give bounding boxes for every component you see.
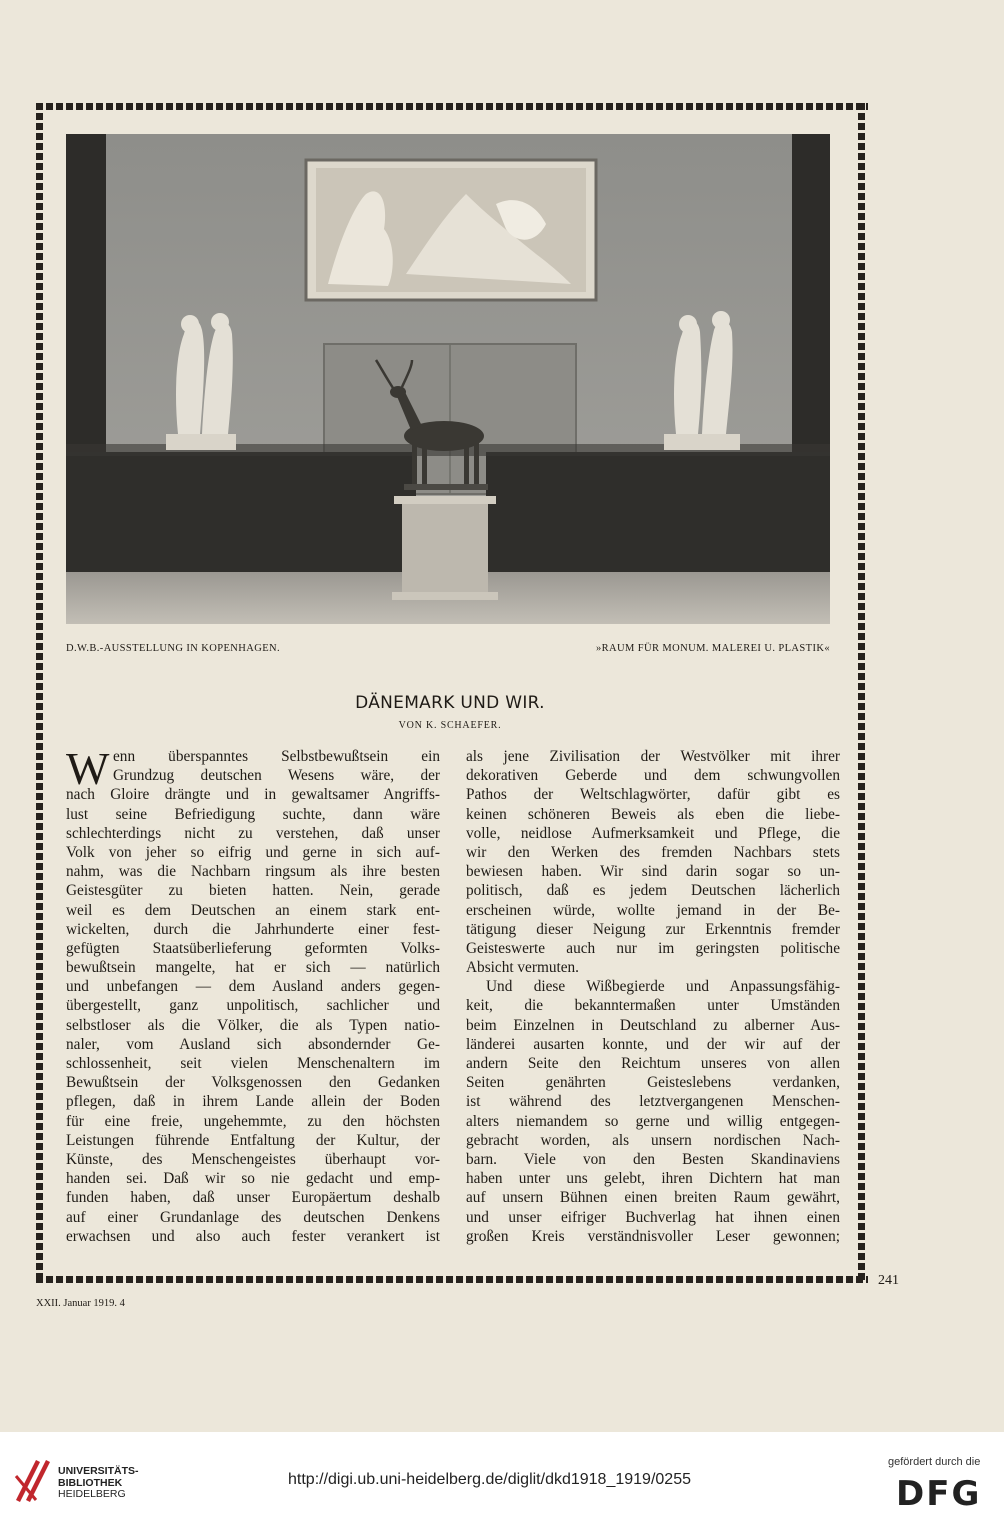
text-line: übergestellt, ganz unpolitisch, sachlicher und (66, 997, 440, 1015)
text-line: Geisteswerte auch nur im geringsten politische (466, 939, 840, 957)
footer (0, 1432, 1004, 1519)
text-line: beim Einzelnen in Deutschland zu alberner Aus- (466, 1016, 840, 1034)
text-line: Seiten genährten Geisteslebens verdanken, (466, 1074, 840, 1092)
text-line: erwachsen und also auch fester verankert ist (66, 1227, 440, 1245)
page-signature: XXII. Januar 1919. 4 (36, 1298, 125, 1309)
frame-bottom-border (36, 1276, 868, 1283)
text-line: bewiesen haben. Wir sind darin sogar so un- (466, 863, 840, 881)
text-line: und unbefangen — dem Ausland anders gegen- (66, 978, 440, 996)
text-line: dekorativen Geberde und dem schwungvollen (466, 767, 840, 785)
text-line: wir den Werken des fremden Nachbars stets (466, 843, 840, 861)
library-name (58, 1466, 139, 1501)
text-line: haben unter uns gelebt, ihren Dichtern hat man (466, 1170, 840, 1188)
text-line: für eine freie, ungehemmte, zu den höchsten (66, 1112, 440, 1130)
text-line: erscheinen würde, wollte jemand in der Be- (466, 901, 840, 919)
drop-cap: W (66, 743, 110, 794)
text-line: handen sei. Daß wir so nie gedacht und emp- (66, 1170, 440, 1188)
exhibition-photo (66, 134, 830, 624)
text-line: Künste, des Menschengeistes überhaupt vor- (66, 1150, 440, 1168)
left-column (66, 743, 440, 1246)
text-line: Und diese Wißbegierde und Anpassungsfähig- (486, 978, 840, 996)
frame-right-border (858, 103, 865, 1283)
text-line: Volk von jeher so eifrig und gerne in sich auf- (66, 843, 440, 861)
text-line: als jene Zivilisation der Westvölker mit ihrer (466, 748, 840, 765)
text-line: andern Seite den Reichtum unseres von allen (466, 1055, 840, 1072)
text-line: naler, vom Ausland sich absondernder Ge- (66, 1035, 440, 1053)
funding-label: gefördert durch die (888, 1456, 981, 1468)
text-line: Bewußtsein der Volksgenossen den Gedanken (66, 1074, 440, 1092)
text-line: Leistungen führende Entfaltung der Kultur, der (66, 1131, 440, 1149)
text-line: ist während des letztvergangenen Menschen- (466, 1093, 840, 1111)
text-line: auf unsern Bühnen einen breiten Raum gewährt, (466, 1189, 840, 1207)
page-number: 241 (878, 1273, 899, 1288)
text-line: gefügten Staatsüberlieferung geformten Volks- (66, 939, 440, 957)
dfg-logo: DFG (896, 1474, 982, 1514)
text-line: politisch, daß es jedem Deutschen lächerlich (466, 882, 840, 900)
source-url[interactable]: http://digi.ub.uni-heidelberg.de/diglit/dkd1918_1919/0255 (288, 1471, 691, 1488)
article-title: DÄNEMARK UND WIR. (355, 693, 545, 713)
text-line: nahm, was die Nachbarn ringsum als ihre besten (66, 863, 440, 881)
text-line: schlossenheit, seit vielen Menschenaltern im (66, 1055, 440, 1072)
text-line: barn. Viele von den Besten Skandinaviens (466, 1150, 840, 1168)
text-line: keit, die bekanntermaßen unter Umständen (466, 997, 840, 1015)
text-line: auf einer Grundanlage des deutschen Denkens (66, 1208, 440, 1226)
text-line: bewußtsein mangelte, hat er sich — natürlich (66, 959, 440, 977)
text-line: lust seine Befriedigung suchte, dann wäre (66, 805, 440, 823)
text-line: volle, neidlose Aufmerksamkeit und Pflege, die (466, 824, 840, 842)
text-line: schlechterdings nicht zu verstehen, daß unser (66, 824, 440, 842)
text-line: alters niemandem so gerne und willig entgegen- (466, 1112, 840, 1130)
text-line: Geistesgüter zu bieten hatten. Nein, gerade (66, 882, 440, 900)
frame-top-border (36, 103, 868, 110)
text-line: enn überspanntes Selbstbewußtsein ein (113, 748, 440, 765)
text-line: und unser eifriger Buchverlag hat ihnen einen (466, 1208, 840, 1226)
library-name-line1: UNIVERSITÄTS- (58, 1465, 139, 1477)
library-name-line2: BIBLIOTHEK (58, 1476, 123, 1489)
exhibition-photo-drawing (66, 134, 830, 624)
text-line: nach Gloire drängte und in gewaltsamer Angriffs- (66, 786, 440, 804)
text-line: selbstloser als die Völker, die als Typen natio- (66, 1016, 440, 1034)
text-line: großen Kreis verständnisvoller Leser gewonnen; (466, 1227, 840, 1245)
text-line: Grundzug deutschen Wesens wäre, der (113, 767, 440, 785)
text-line: Absicht vermuten. (466, 959, 580, 977)
text-line: funden haben, daß unser Europäertum deshalb (66, 1189, 440, 1207)
text-line: wickelten, durch die Jahrhunderte einer fest- (66, 920, 440, 938)
article-author: VON K. SCHAEFER. (398, 720, 502, 731)
text-line: tätigung dieser Neigung zur Erkenntnis fremder (466, 920, 840, 938)
figure-caption-right: »RAUM FÜR MONUM. MALEREI U. PLASTIK« (595, 643, 830, 654)
text-line: weil es dem Deutschen an einem stark ent- (66, 901, 440, 919)
library-logo-icon (12, 1456, 52, 1504)
figure-caption-left: D.W.B.-AUSSTELLUNG IN KOPENHAGEN. (66, 643, 281, 654)
text-line: keinen schöneren Beweis als eben die liebe- (466, 805, 840, 823)
text-line: pflegen, daß in ihrem Lande allein der Boden (66, 1093, 440, 1111)
library-name-line3: HEIDELBERG (58, 1488, 126, 1500)
right-column (466, 747, 840, 1246)
text-line: länderei ausarten konnte, und der wir auf der (466, 1035, 840, 1053)
frame-left-border (36, 103, 43, 1283)
text-line: gebracht worden, als unsern nordischen Nach- (466, 1131, 840, 1149)
text-line: Pathos der Weltschlagwörter, dafür gibt es (466, 786, 840, 804)
